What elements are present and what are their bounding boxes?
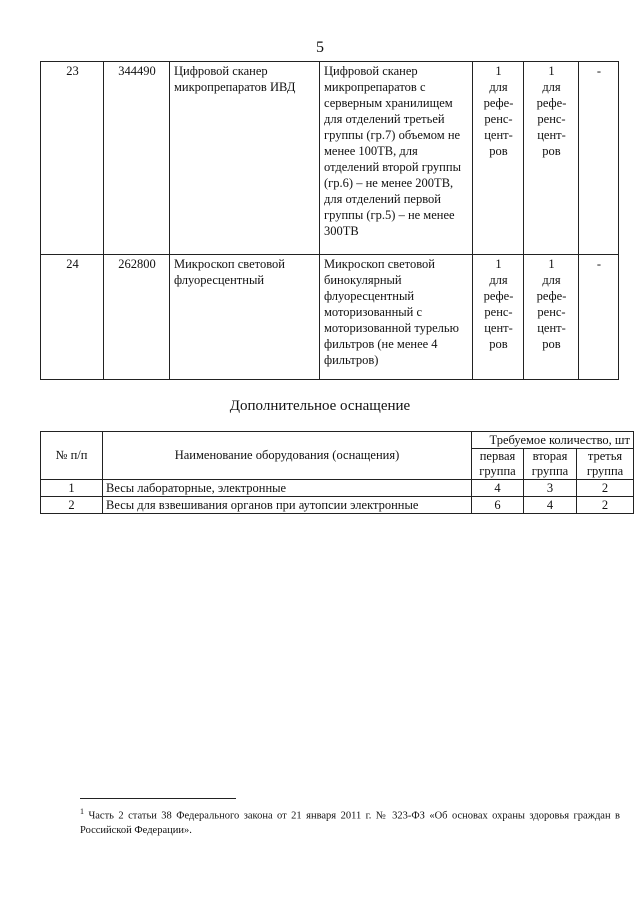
equipment-name: Весы лабораторные, электронные [103,480,472,497]
quantity-cell: - [579,62,619,255]
quantity-cell: 4 [524,497,577,514]
row-number: 24 [41,255,104,380]
footnote-marker: 1 [80,807,84,816]
quantity-cell: 1 для рефе- ренс- цент- ров [473,62,524,255]
footnote [80,805,620,838]
equipment-description: Микроскоп световой бинокулярный флуоресцентный моторизованный с моторизованной турелью фильтров (не менее 4 фильтров) [320,255,473,380]
table-row [41,255,619,380]
quantity-cell: 1 для рефе- ренс- цент- ров [473,255,524,380]
equipment-table [40,61,619,380]
column-header-number: № п/п [41,432,103,480]
quantity-cell: 2 [577,480,634,497]
table-row [41,497,634,514]
quantity-cell: - [579,255,619,380]
table-row [41,480,634,497]
quantity-cell: 2 [577,497,634,514]
footnote-divider [80,798,236,799]
quantity-cell: 1 для рефе- ренс- цент- ров [524,255,579,380]
equipment-code: 262800 [104,255,170,380]
additional-equipment-table [40,431,634,514]
column-header-group: третья группа [577,449,634,480]
quantity-cell: 6 [472,497,524,514]
page-number: 5 [316,39,324,56]
row-number: 23 [41,62,104,255]
quantity-cell: 4 [472,480,524,497]
equipment-code: 344490 [104,62,170,255]
equipment-description: Цифровой сканер микропрепаратов с серверным хранилищем для отделений третьей группы (гр.7) объемом не менее 100ТВ, для отделений второй группы (гр.6) – не менее 200ТВ, для отделений первой группы (гр.5) – не менее 300ТВ [320,62,473,255]
column-header-name: Наименование оборудования (оснащения) [103,432,472,480]
equipment-name: Цифровой сканер микропрепаратов ИВД [170,62,320,255]
equipment-name: Микроскоп световой флуоресцентный [170,255,320,380]
section-title: Дополнительное оснащение [229,398,411,414]
quantity-cell: 3 [524,480,577,497]
column-header-quantity: Требуемое количество, шт [472,432,634,449]
row-number: 1 [41,480,103,497]
row-number: 2 [41,497,103,514]
quantity-cell: 1 для рефе- ренс- цент- ров [524,62,579,255]
footnote-text: Часть 2 статьи 38 Федерального закона от 21 января 2011 г. № 323-ФЗ «Об основах охраны здоровья граждан в Российской Федерации». [80,810,620,836]
column-header-group: первая группа [472,449,524,480]
table-row [41,62,619,255]
equipment-name: Весы для взвешивания органов при аутопсии электронные [103,497,472,514]
column-header-group: вторая группа [524,449,577,480]
table-header-row [41,432,634,449]
